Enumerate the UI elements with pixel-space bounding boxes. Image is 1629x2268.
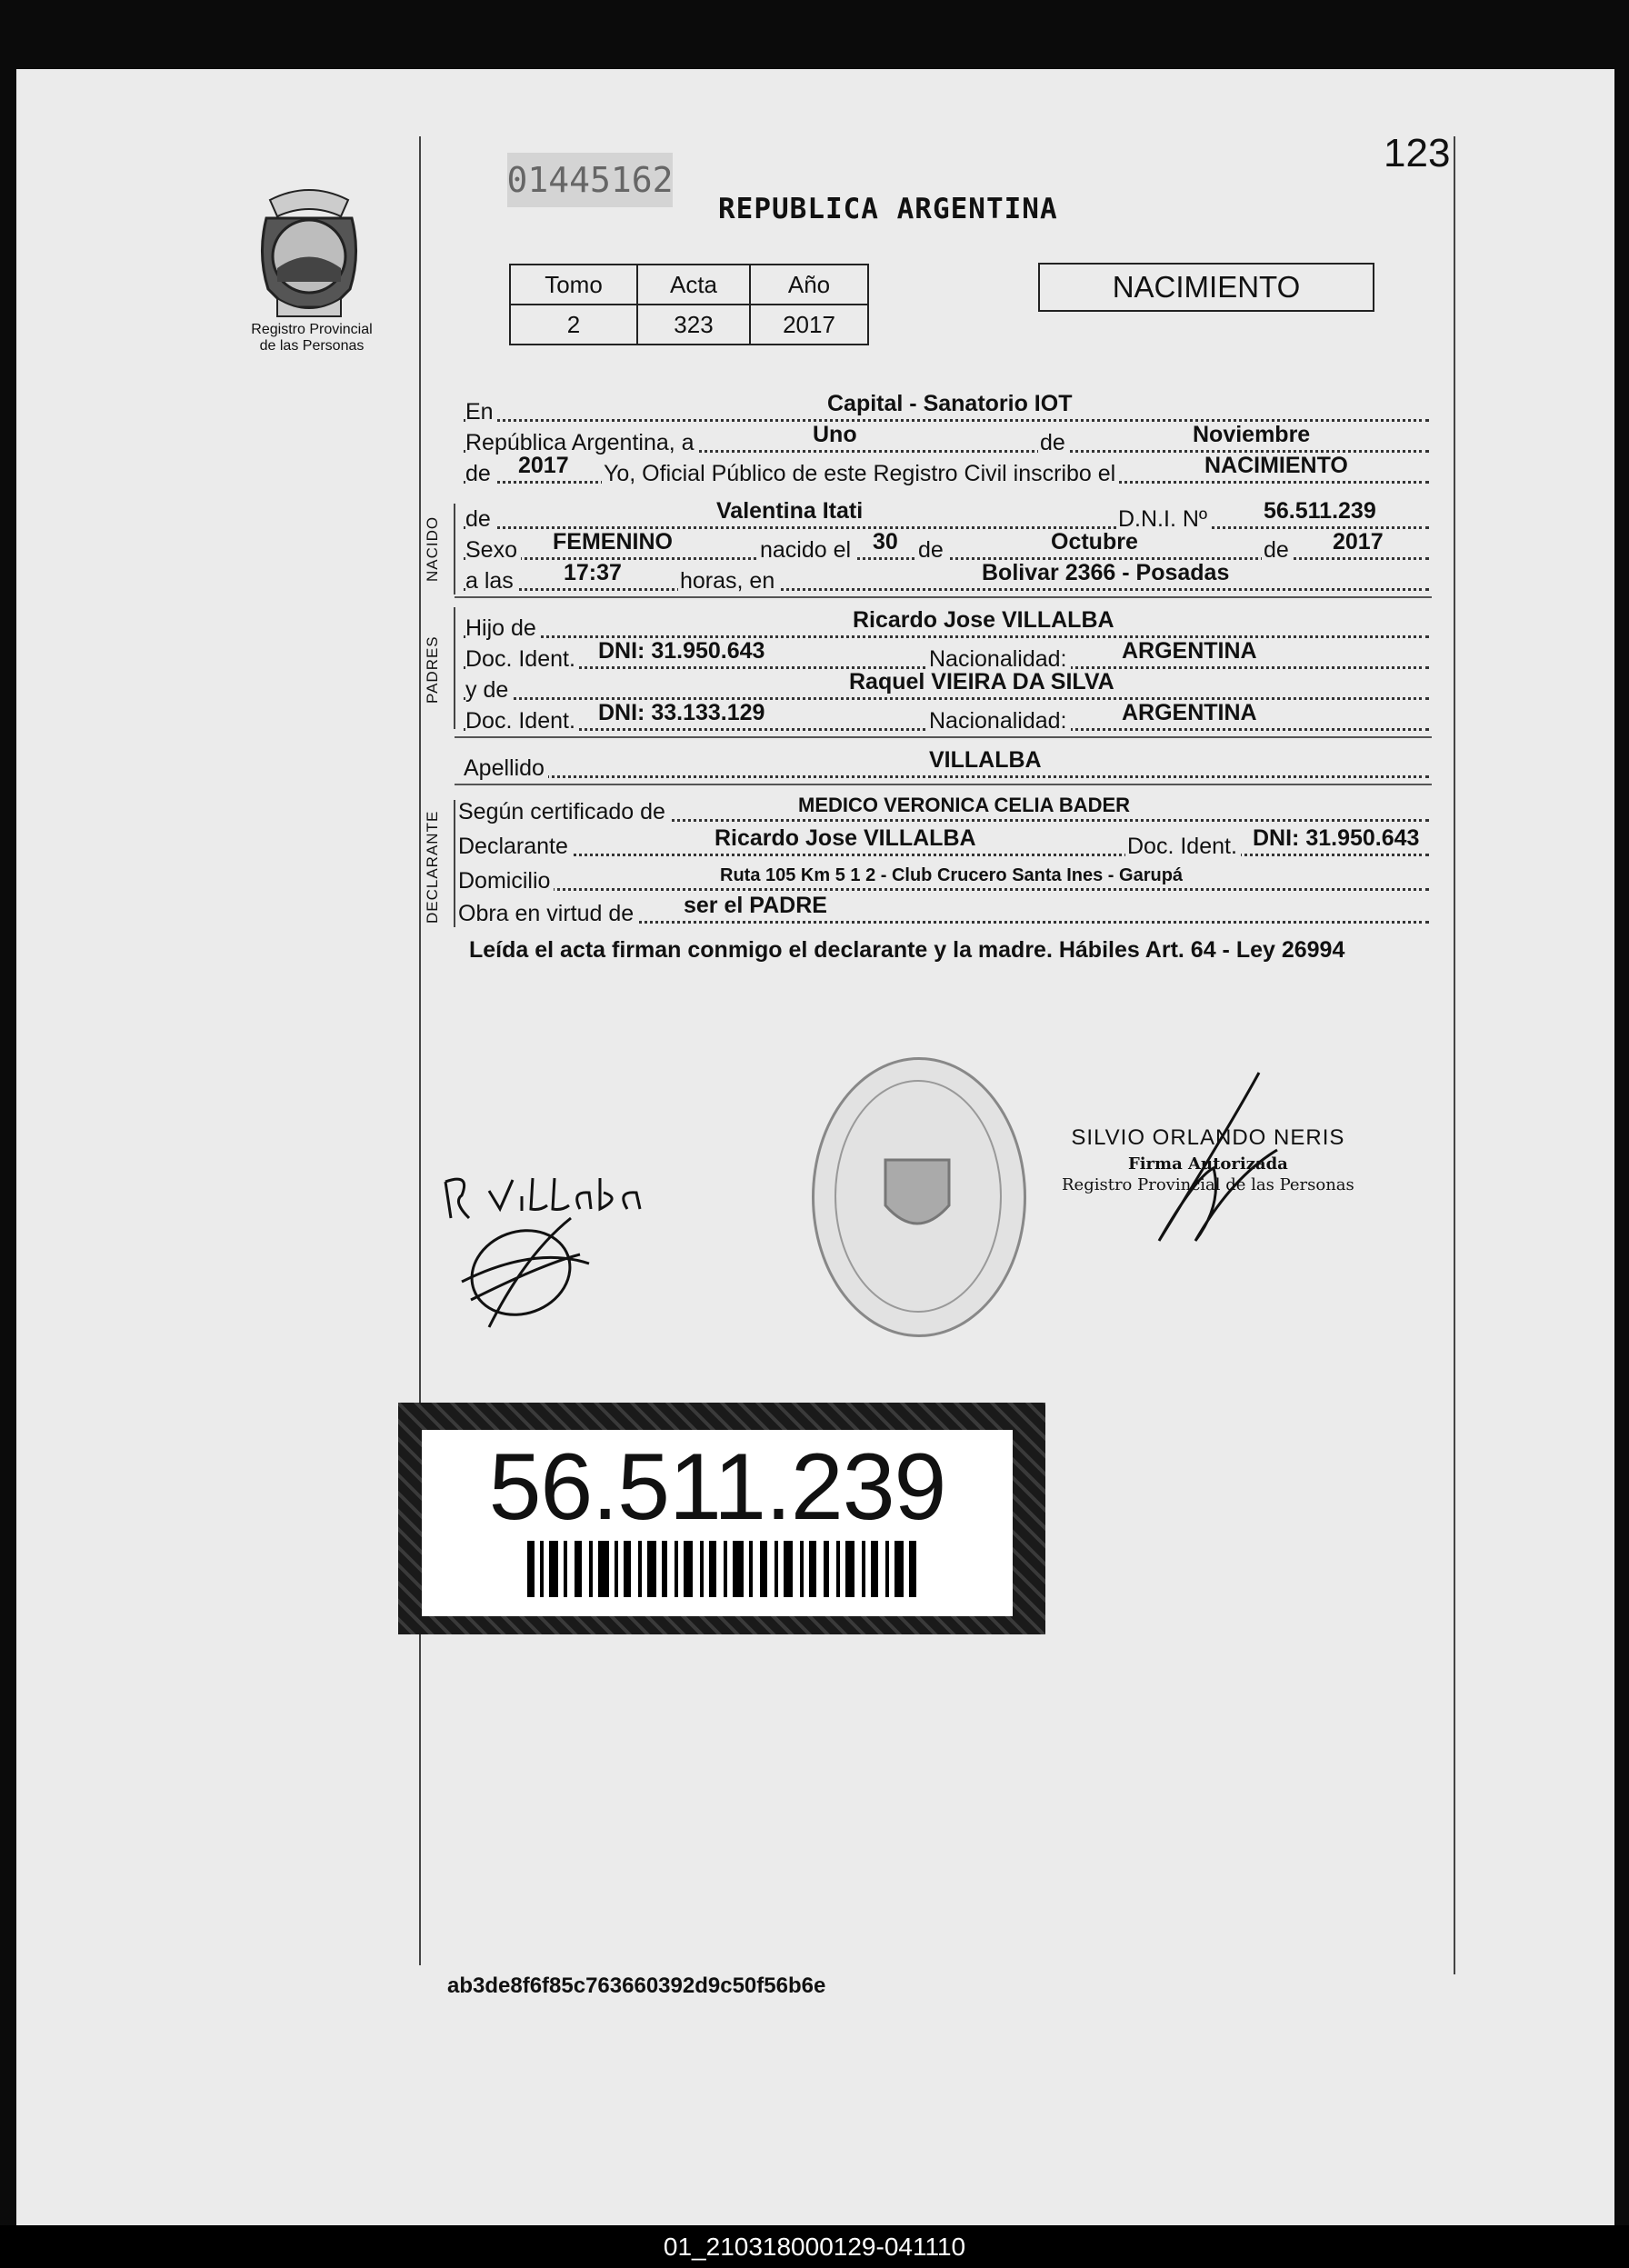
row-obra: Obra en virtud de ser el PADRE [464,896,1429,927]
row-republica: República Argentina, a Uno de Noviembre [464,425,1429,456]
tomo-acta-table [509,264,869,345]
row-madre-doc: Doc. Ident. DNI: 33.133.129 Nacionalidad: ARGENTINA [464,704,1429,734]
inscribo-tipo: NACIMIENTO [1204,453,1348,478]
page-number: 123 [1384,131,1451,175]
dni-nacido: 56.511.239 [1264,498,1376,524]
row-en: En Capital - Sanatorio IOT [464,395,1429,425]
section-padres-label: PADRES [424,635,441,704]
row-domicilio: Domicilio Ruta 105 Km 5 1 2 - Club Crucero Santa Ines - Garupá [464,864,1429,894]
domicilio-declarante: Ruta 105 Km 5 1 2 - Club Crucero Santa Ines - Garupá [720,865,1184,885]
tomo-value: 2 [510,305,637,345]
nombre-declarante: Ricardo Jose VILLALBA [715,825,976,851]
declarante-signature [435,1145,680,1345]
obra-en-virtud: ser el PADRE [684,893,827,918]
mes-nacimiento: Octubre [1051,529,1138,555]
dni-declarante: DNI: 31.950.643 [1253,825,1420,851]
apellido-valor: VILLALBA [929,747,1042,773]
left-margin-line [419,136,421,1965]
row-madre: y de Raquel VIEIRA DA SILVA [464,673,1429,704]
scan-filename-footer: 01_210318000129-041110 [0,2225,1629,2268]
logo-caption: Registro Provincial de las Personas [251,322,373,354]
acta-value: 323 [637,305,750,345]
stamp-emblem-icon [876,1151,958,1242]
row-padre: Hijo de Ricardo Jose VILLALBA [464,611,1429,642]
row-apellido: Apellido VILLALBA [464,751,1429,782]
acta-header: Acta [637,265,750,305]
barcode-bars [527,1541,918,1597]
lugar-nacimiento: Bolivar 2366 - Posadas [982,560,1230,585]
row-yo: de 2017 Yo, Oficial Público de este Registro Civil inscribo el NACIMIENTO [464,456,1429,487]
row-declarante: Declarante Ricardo Jose VILLALBA Doc. Ident. DNI: 31.950.643 [464,829,1429,860]
barcode-number: 56.511.239 [488,1434,946,1540]
official-role: Firma Autorizada [1127,1154,1288,1174]
document-title: REPUBLICA ARGENTINA [718,193,1058,225]
province-seal-logo [250,182,368,323]
dni-madre: DNI: 33.133.129 [598,700,765,725]
lugar-acta: Capital - Sanatorio IOT [827,391,1073,416]
nombre-padre: Ricardo Jose VILLALBA [853,607,1114,633]
right-margin-line [1454,136,1455,1974]
dia-nacimiento: 30 [873,529,898,555]
dia-acta: Uno [813,422,857,447]
closing-note: Leída el acta firman conmigo el declarante y la madre. Hábiles Art. 64 - Ley 26994 [469,937,1345,963]
nombre-madre: Raquel VIEIRA DA SILVA [849,669,1114,694]
sexo-nacido: FEMENINO [553,529,673,555]
row-nacido-sexo: Sexo FEMENINO nacido el 30 de Octubre de 2017 [464,533,1429,564]
mes-acta: Noviembre [1193,422,1311,447]
nacionalidad-padre: ARGENTINA [1122,638,1257,664]
anio-value: 2017 [750,305,868,345]
anio-nacimiento: 2017 [1333,529,1384,555]
anio-acta: 2017 [518,453,569,478]
official-signer [1062,1125,1354,1194]
registry-stamp [812,1057,1026,1337]
barcode-sticker [422,1430,1013,1616]
row-nacido-nombre: de Valentina Itati D.N.I. Nº 56.511.239 [464,502,1429,533]
document-hash: ab3de8f6f85c763660392d9c50f56b6e [447,1973,826,1998]
anio-header: Año [750,265,868,305]
official-office: Registro Provincial de las Personas [1062,1175,1354,1194]
row-nacido-hora: a las 17:37 horas, en Bolivar 2366 - Posadas [464,564,1429,594]
document-page [16,69,1614,2225]
row-certificado: Según certificado de MEDICO VERONICA CELIA BADER [464,794,1429,825]
section-declarante-label: DECLARANTE [424,810,441,924]
official-name: SILVIO ORLANDO NERIS [1071,1125,1345,1150]
certificado-medico: MEDICO VERONICA CELIA BADER [798,794,1131,816]
tomo-header: Tomo [510,265,637,305]
nombre-nacido: Valentina Itati [716,498,864,524]
serial-number: 01445162 [507,153,673,207]
nacionalidad-madre: ARGENTINA [1122,700,1257,725]
row-padre-doc: Doc. Ident. DNI: 31.950.643 Nacionalidad: ARGENTINA [464,642,1429,673]
record-type-box: NACIMIENTO [1038,263,1374,312]
dni-padre: DNI: 31.950.643 [598,638,765,664]
hora-nacimiento: 17:37 [564,560,622,585]
section-nacido-label: NACIDO [424,515,441,582]
